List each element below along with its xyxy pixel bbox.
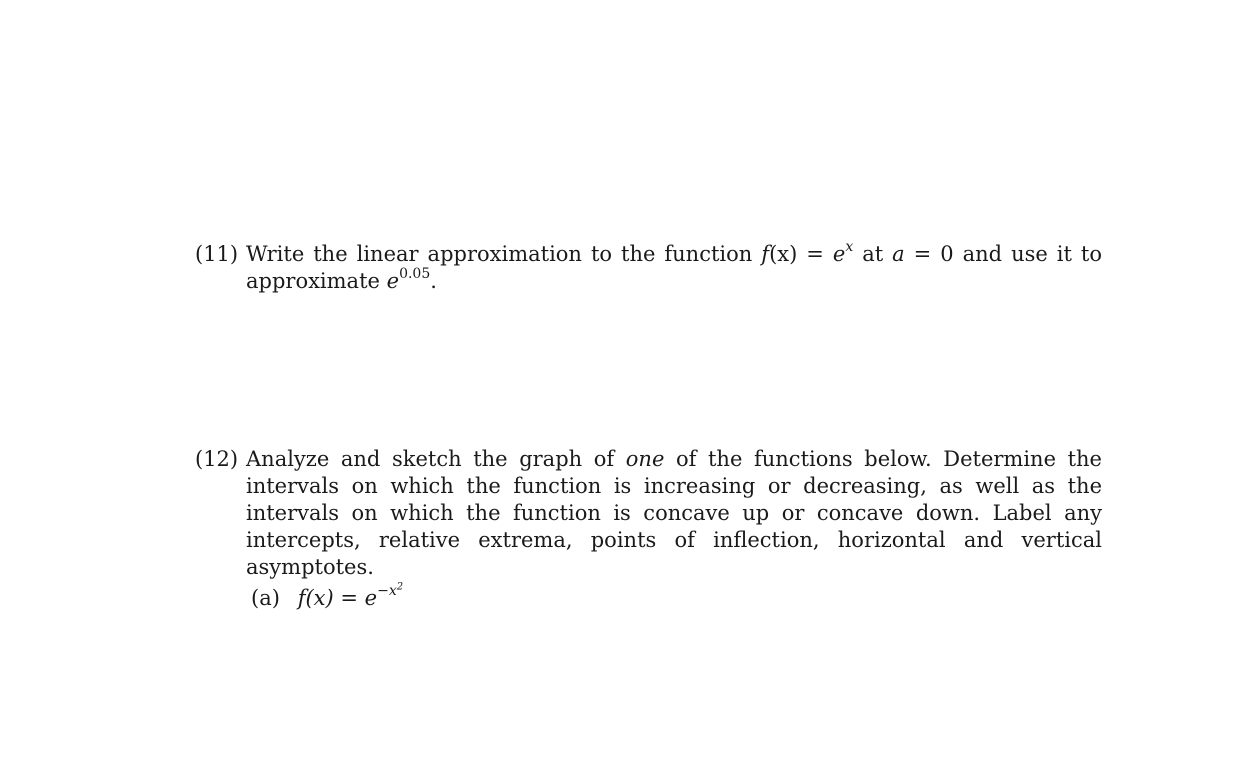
math-base-e: e <box>832 242 846 266</box>
problem-text-segment: Analyze and sketch the graph of <box>246 447 626 471</box>
subpart-a <box>251 581 404 612</box>
math-arg: (x) <box>769 242 798 266</box>
math-exponent-text: −x <box>377 583 397 599</box>
math-equals: = <box>333 586 365 610</box>
math-exponent: x <box>845 239 854 255</box>
problem-12 <box>195 446 1102 581</box>
math-exponent <box>377 583 403 599</box>
math-exponent-power: 2 <box>396 581 404 593</box>
problem-number: (11) <box>195 242 239 266</box>
math-equals: = <box>797 242 833 266</box>
problem-text-segment: of the functions below. Determine the intervals on which the function is increasing or decreasing, as well as the intervals on which the function is concave up or concave down. Label any intercepts, relative extrema, points of inflection, horizontal and vertical asymptotes. <box>246 447 1102 579</box>
problem-text-segment: Write the linear approximation to the function <box>246 242 762 266</box>
problem-text-segment: = 0 and use it to approximate <box>246 242 1103 293</box>
math-a: a <box>892 242 905 266</box>
math-target-base: e <box>386 269 400 293</box>
problem-11 <box>195 241 1102 295</box>
problem-text-end: . <box>430 269 437 293</box>
math-f: f <box>761 242 770 266</box>
math-target-exponent: 0.05 <box>399 266 431 282</box>
math-base-e: e <box>364 586 378 610</box>
problem-text <box>246 241 1102 295</box>
problem-number: (12) <box>195 447 239 471</box>
subpart-label: (a) <box>251 586 280 610</box>
function-lhs: f(x) <box>297 586 334 610</box>
problem-text-segment: at <box>853 242 893 266</box>
emphasis-text: one <box>625 447 665 471</box>
problem-text <box>246 446 1102 581</box>
